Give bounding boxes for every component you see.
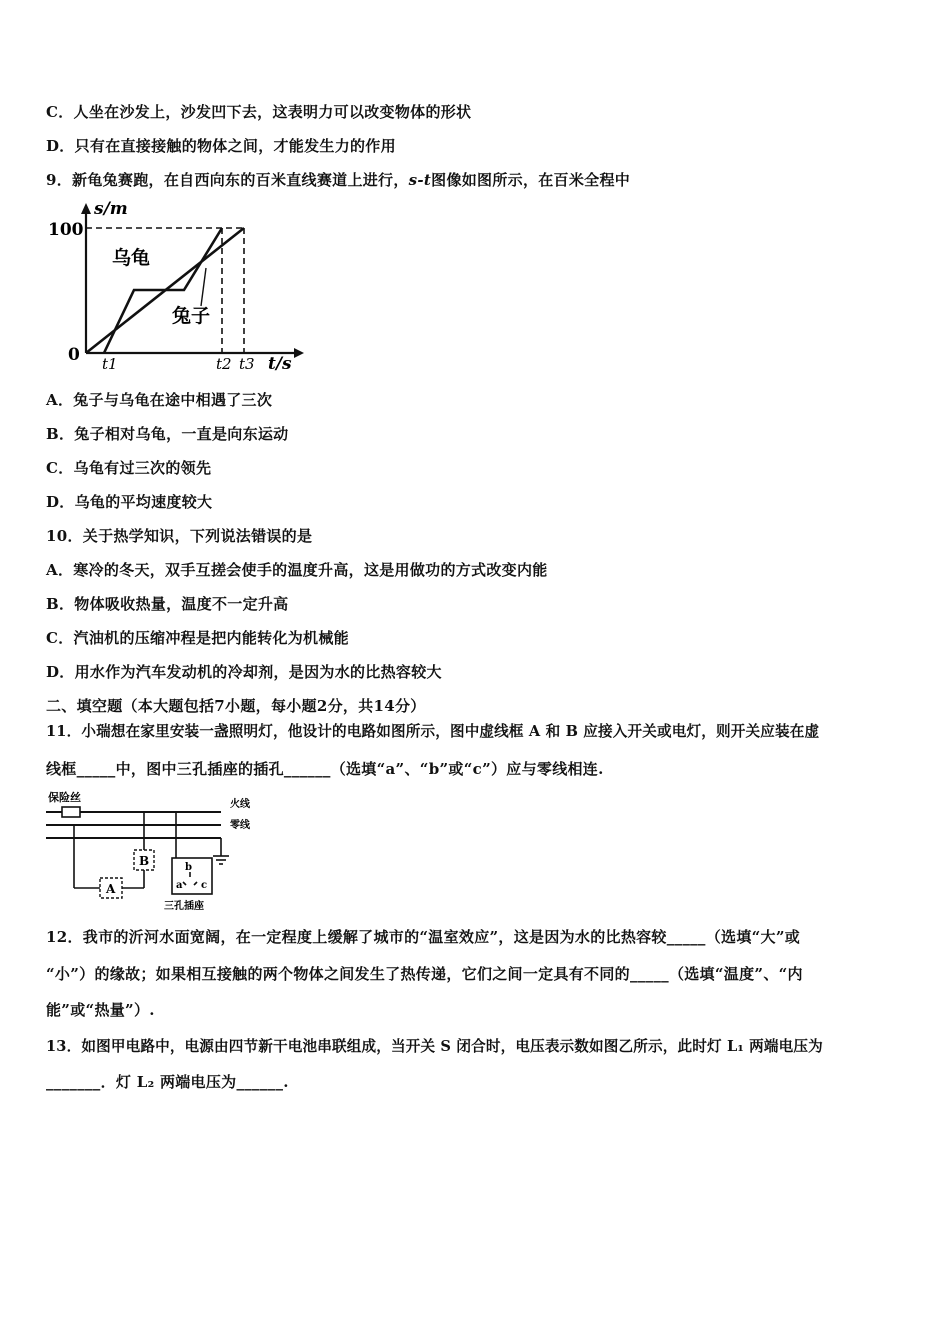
live-wire-label: 火线	[230, 799, 250, 810]
y-axis-arrow	[81, 203, 91, 214]
q9-st-graph	[46, 198, 306, 376]
rabbit-label: 兔子	[172, 305, 211, 327]
q10-option-b: B．物体吸收热量，温度不一定升高	[46, 595, 289, 613]
origin-label: 0	[68, 345, 80, 365]
t1-label: t1	[102, 355, 118, 373]
fuse-label: 保险丝	[48, 791, 81, 804]
q11-line-1: 11．小瑞想在家里安装一盏照明灯，他设计的电路如图所示，图中虚线框 A 和 B 应接入开关或电灯，则开关应装在虚	[46, 723, 820, 740]
rabbit-pointer	[201, 268, 206, 306]
q11-line-2: 线框_____中，图中三孔插座的插孔______（选填“a”、“b”或“c”）应与零线相连.	[46, 760, 604, 778]
q9-option-d: D．乌龟的平均速度较大	[46, 493, 213, 511]
q9-option-c: C．乌龟有过三次的领先	[46, 459, 212, 477]
q9-stem-variable: s-t	[408, 171, 432, 189]
q9-stem-part-a: 9．新龟兔赛跑，在自西向东的百米直线赛道上进行，	[46, 171, 409, 189]
q8-option-c: C．人坐在沙发上，沙发凹下去，这表明力可以改变物体的形状	[46, 103, 472, 121]
q10-option-d: D．用水作为汽车发动机的冷却剂，是因为水的比热容较大	[46, 663, 442, 681]
q13-line-2: _______．灯 L₂ 两端电压为______.	[46, 1073, 289, 1091]
q12-line-2: “小”）的缘故；如果相互接触的两个物体之间发生了热传递，它们之间一定具有不同的_____（选填“温度”、“内	[46, 965, 803, 983]
q9-option-a: A．兔子与乌龟在途中相遇了三次	[46, 391, 273, 409]
q9-stem-part-b: 图像如图所示，在百米全程中	[431, 171, 631, 189]
box-a-label: A	[106, 882, 116, 896]
y-tick-100: 100	[48, 220, 84, 240]
socket-pin-a: a	[176, 880, 183, 891]
q10-stem: 10．关于热学知识，下列说法错误的是	[46, 527, 313, 545]
q9-option-b: B．兔子相对乌龟，一直是向东运动	[46, 425, 289, 443]
neutral-wire-label: 零线	[230, 820, 250, 831]
socket-label: 三孔插座	[164, 901, 204, 912]
section-2-heading: 二、填空题（本大题包括7小题，每小题2分，共14分）	[46, 697, 426, 715]
q12-line-1: 12．我市的沂河水面宽阔，在一定程度上缓解了城市的“温室效应”，这是因为水的比热容较_____（选填“大”或	[46, 928, 801, 946]
tortoise-label: 乌龟	[112, 247, 151, 269]
socket-pin-c: c	[201, 880, 208, 891]
q8-option-d: D．只有在直接接触的物体之间，才能发生力的作用	[46, 137, 396, 155]
q10-option-c: C．汽油机的压缩冲程是把内能转化为机械能	[46, 629, 349, 647]
box-b-label: B	[139, 854, 150, 868]
t2-label: t2	[216, 355, 232, 373]
st-graph-svg	[46, 198, 306, 376]
y-axis-label: s/m	[94, 199, 128, 219]
q11-circuit-diagram	[46, 788, 264, 912]
q13-line-1: 13．如图甲电路中，电源由四节新干电池串联组成，当开关 S 闭合时，电压表示数如图乙所示，此时灯 L₁ 两端电压为	[46, 1038, 823, 1055]
q12-line-3: 能”或“热量”）.	[46, 1001, 155, 1019]
x-axis-arrow	[294, 348, 304, 358]
q10-option-a: A．寒冷的冬天，双手互搓会使手的温度升高，这是用做功的方式改变内能	[46, 561, 548, 579]
x-axis-label: t/s	[268, 354, 292, 374]
q9-stem	[46, 169, 630, 190]
circuit-svg	[46, 788, 264, 912]
fuse-symbol	[62, 807, 80, 817]
t3-label: t3	[239, 355, 255, 373]
socket-pin-b: b	[185, 862, 192, 873]
